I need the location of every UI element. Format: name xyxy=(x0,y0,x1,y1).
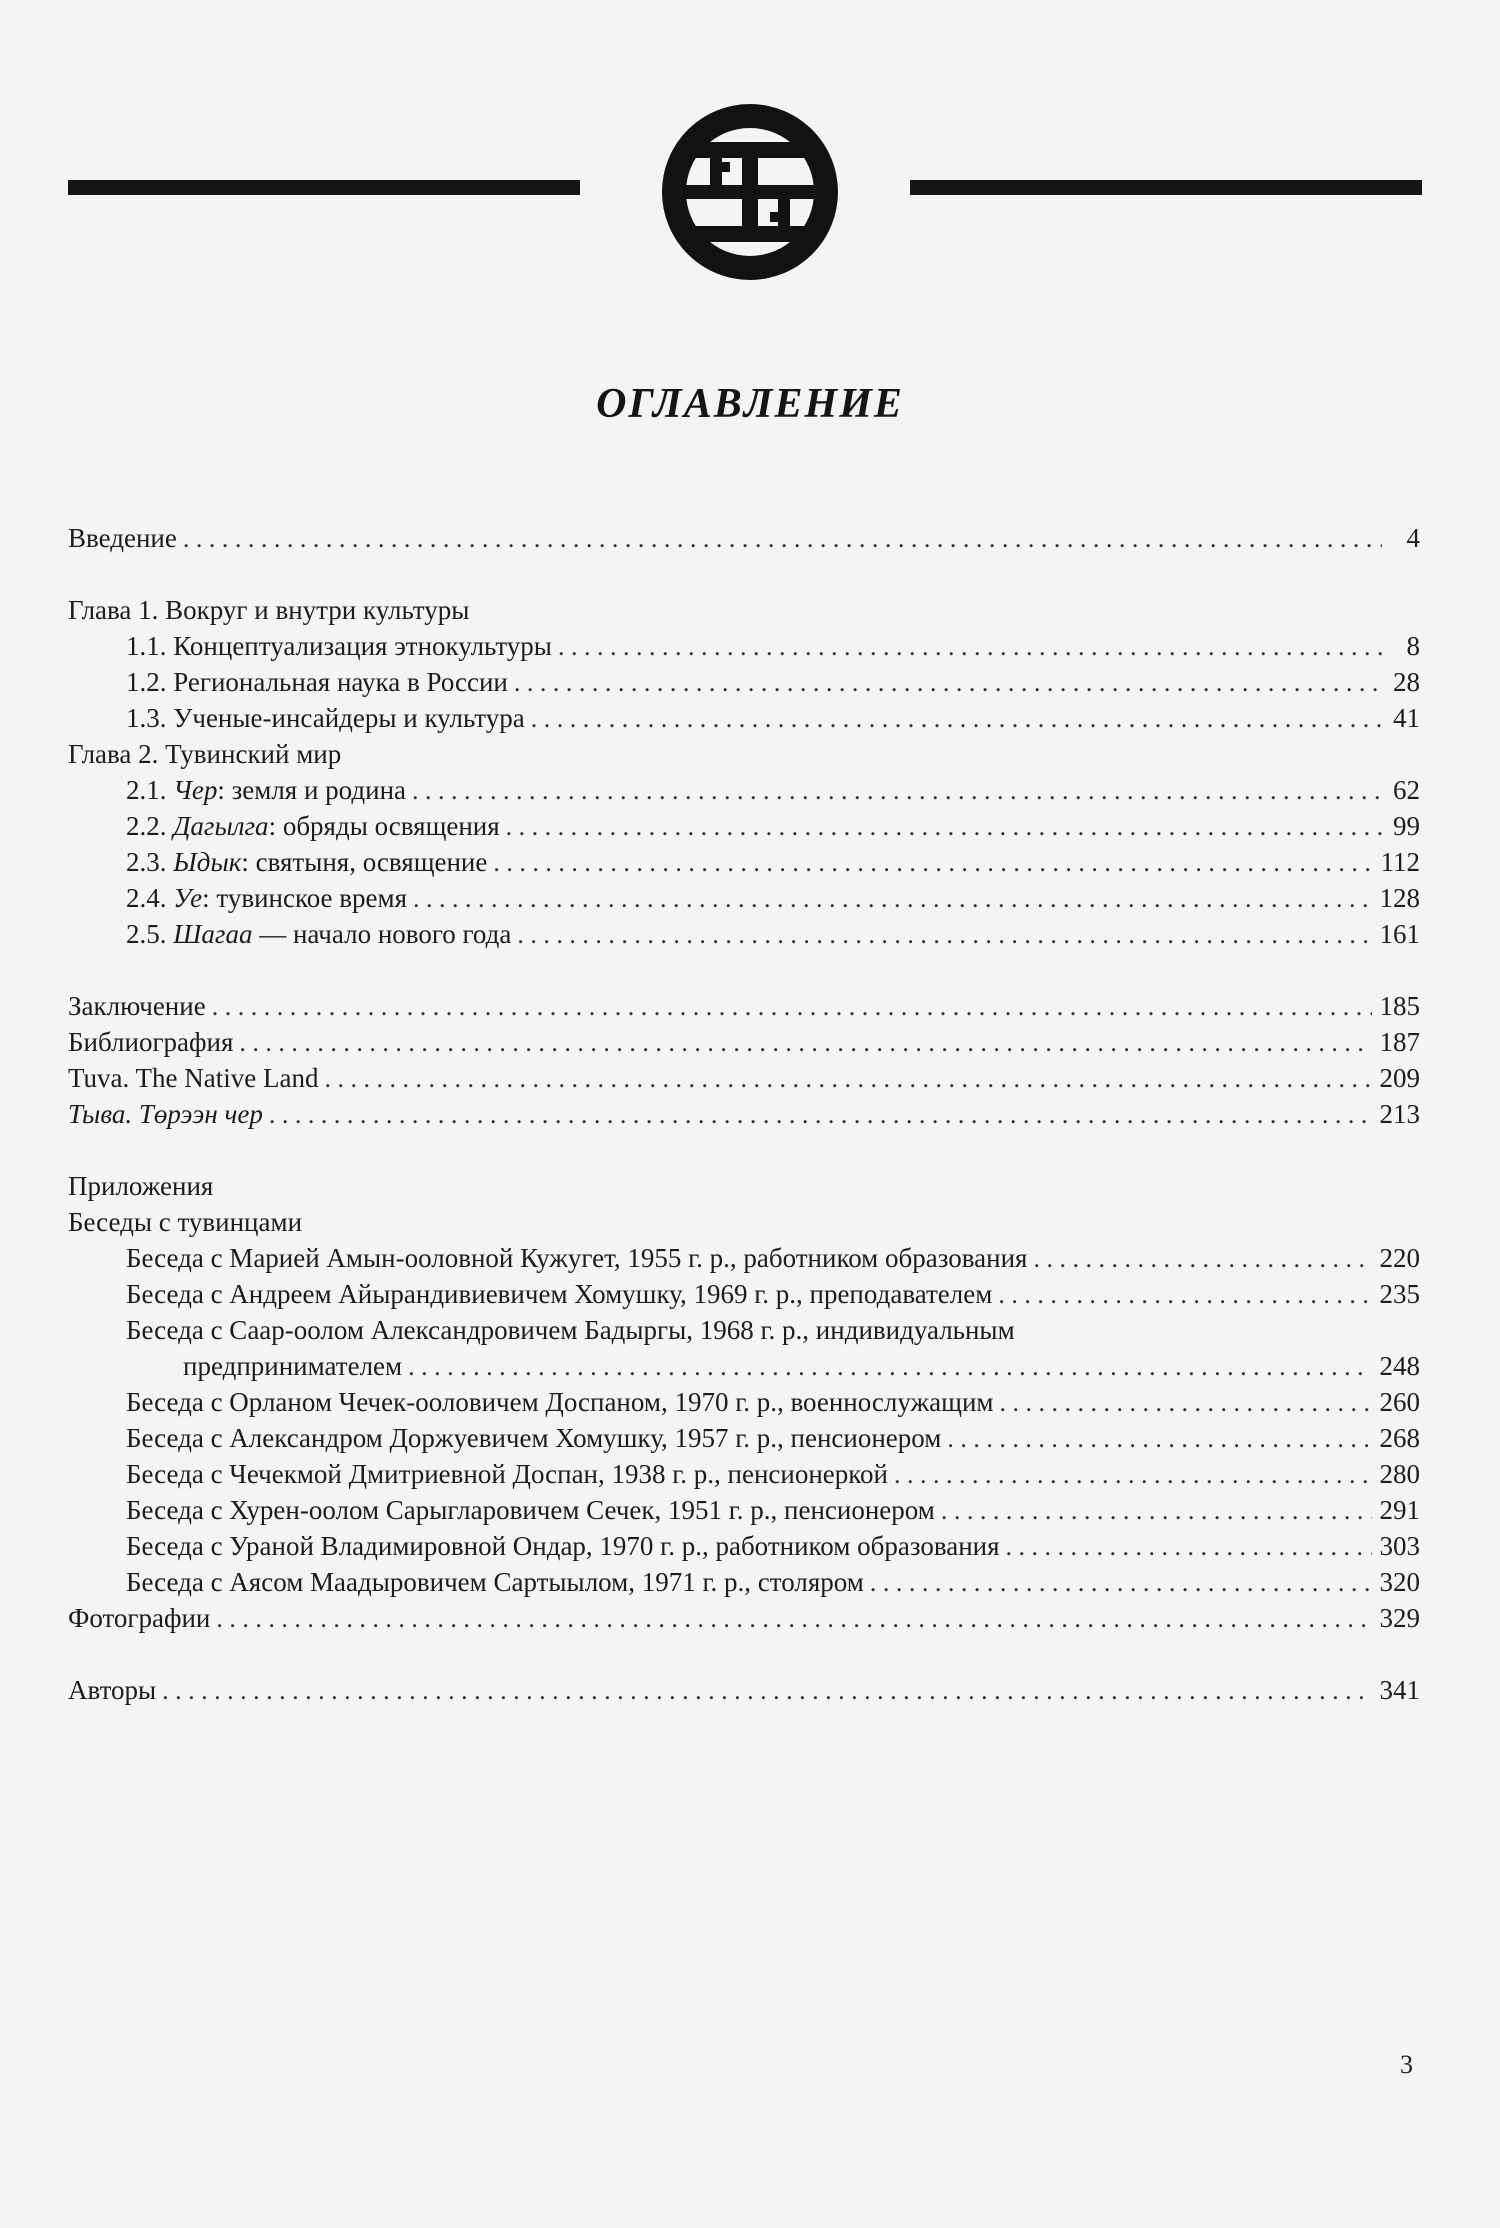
toc-entry-talk-3-line-2[interactable] xyxy=(68,1348,1420,1384)
leader-dots xyxy=(1033,1241,1371,1277)
toc-page-number: 220 xyxy=(1379,1243,1420,1273)
toc-page-number: 280 xyxy=(1379,1459,1420,1489)
toc-entry-talk-6[interactable] xyxy=(68,1456,1420,1492)
toc-label: Беседа с Саар-оолом Александровичем Бадыргы, 1968 г. р., индивидуальным xyxy=(126,1315,1015,1345)
leader-dots xyxy=(324,1061,1371,1097)
toc-label: Беседа с Андреем Айырандивиевичем Хомушку, 1969 г. р., преподавателем xyxy=(126,1279,993,1309)
toc-appendix-heading[interactable] xyxy=(68,1168,1420,1204)
page-number: 3 xyxy=(1400,2050,1413,2079)
leader-dots xyxy=(212,989,1372,1025)
toc-label: Беседа с Орланом Чечек-ооловичем Доспаном, 1970 г. р., военнослужащим xyxy=(126,1387,994,1417)
toc-entry-talk-1[interactable] xyxy=(68,1240,1420,1276)
toc-label: Беседа с Александром Доржуевичем Хомушку, 1957 г. р., пенсионером xyxy=(126,1423,942,1453)
emblem-ornament-icon xyxy=(658,100,842,284)
toc-label: Фотографии xyxy=(68,1603,211,1633)
toc-entry-talk-9[interactable] xyxy=(68,1564,1420,1600)
spacer xyxy=(68,952,1420,988)
toc-entry-conclusion[interactable] xyxy=(68,988,1420,1024)
toc-entry-talk-3-line-1[interactable] xyxy=(68,1312,1420,1348)
toc-page-number: 320 xyxy=(1379,1567,1420,1597)
toc-entry-talk-7[interactable] xyxy=(68,1492,1420,1528)
toc-entry-2-3[interactable] xyxy=(68,844,1420,880)
tuvan-term: Ыдык xyxy=(173,847,242,877)
toc-entry-tuva-english[interactable] xyxy=(68,1060,1420,1096)
toc-page-number: 341 xyxy=(1379,1675,1420,1705)
toc-entry-talk-2[interactable] xyxy=(68,1276,1420,1312)
toc-page-number: 99 xyxy=(1393,811,1420,841)
leader-dots xyxy=(1000,1385,1372,1421)
toc-entry-1-2[interactable] xyxy=(68,664,1420,700)
toc-label: Авторы xyxy=(68,1675,157,1705)
toc-label: 1.1. Концептуализация этнокультуры xyxy=(126,631,552,661)
toc-page-number: 128 xyxy=(1379,883,1420,913)
toc-entry-photos[interactable] xyxy=(68,1600,1420,1636)
toc-page-number: 62 xyxy=(1393,775,1420,805)
toc-label: Библиография xyxy=(68,1027,234,1057)
toc-label: Беседа с Чечекмой Дмитриевной Доспан, 1938 г. р., пенсионеркой xyxy=(126,1459,888,1489)
leader-dots xyxy=(269,1097,1372,1133)
toc-page-number: 8 xyxy=(1406,631,1420,661)
toc-entry-talk-5[interactable] xyxy=(68,1420,1420,1456)
tuvan-term: Дагылга xyxy=(173,811,269,841)
toc-page-number: 213 xyxy=(1379,1099,1420,1129)
toc-label xyxy=(126,808,500,844)
toc-label: Беседа с Марией Амын-ооловной Кужугет, 1955 г. р., работником образования xyxy=(126,1243,1028,1273)
toc-page-number: 161 xyxy=(1379,919,1420,949)
section-number: 2.5. xyxy=(126,919,167,949)
toc-label: Введение xyxy=(68,523,177,553)
leader-dots xyxy=(216,1601,1371,1637)
toc-page-number: 112 xyxy=(1380,847,1420,877)
leader-dots xyxy=(531,701,1382,737)
toc-label: Tuva. The Native Land xyxy=(68,1063,319,1093)
section-title: : обряды освящения xyxy=(268,811,500,841)
section-title: — начало нового года xyxy=(252,919,512,949)
leader-dots xyxy=(412,773,1382,809)
tuvan-term: Чер xyxy=(173,775,218,805)
toc-entry-2-1[interactable] xyxy=(68,772,1420,808)
toc-label: Глава 2. Тувинский мир xyxy=(68,739,342,769)
toc-label: предпринимателем xyxy=(183,1351,403,1381)
toc-label xyxy=(126,916,511,952)
section-title: : тувинское время xyxy=(202,883,408,913)
leader-dots xyxy=(894,1457,1372,1493)
leader-dots xyxy=(870,1565,1372,1601)
toc-page-number: 187 xyxy=(1379,1027,1420,1057)
toc-page-number: 4 xyxy=(1406,523,1420,553)
leader-dots xyxy=(998,1277,1371,1313)
toc-label xyxy=(126,772,406,808)
leader-dots xyxy=(183,521,1382,557)
section-title: : святыня, освящение xyxy=(241,847,488,877)
leader-dots xyxy=(408,1349,1371,1385)
toc-page-number: 248 xyxy=(1379,1351,1420,1381)
spacer xyxy=(68,1636,1420,1672)
toc-label xyxy=(126,844,487,880)
leader-dots xyxy=(1006,1529,1372,1565)
leader-dots xyxy=(947,1421,1371,1457)
spacer xyxy=(68,556,1420,592)
toc-page-number: 260 xyxy=(1379,1387,1420,1417)
header-rule-right xyxy=(910,180,1422,195)
tuvan-term: Шагаа xyxy=(173,919,253,949)
toc-talks-heading[interactable] xyxy=(68,1204,1420,1240)
toc-chapter-heading[interactable] xyxy=(68,592,1420,628)
toc-entry-2-4[interactable] xyxy=(68,880,1420,916)
toc-label: Беседа с Ураной Владимировной Ондар, 1970 г. р., работником образования xyxy=(126,1531,1000,1561)
toc-entry-intro[interactable] xyxy=(68,520,1420,556)
toc-label: 1.2. Региональная наука в России xyxy=(126,667,508,697)
leader-dots xyxy=(413,881,1371,917)
toc-label: Заключение xyxy=(68,991,206,1021)
toc-label: 1.3. Ученые-инсайдеры и культура xyxy=(126,703,525,733)
toc-page-number: 185 xyxy=(1379,991,1420,1021)
section-number: 2.3. xyxy=(126,847,167,877)
toc-entry-2-2[interactable] xyxy=(68,808,1420,844)
section-number: 2.2. xyxy=(126,811,167,841)
section-number: 2.1. xyxy=(126,775,167,805)
leader-dots xyxy=(514,665,1382,701)
leader-dots xyxy=(517,917,1371,953)
toc-entry-bibliography[interactable] xyxy=(68,1024,1420,1060)
toc-label: Беседа с Аясом Маадыровичем Сартыылом, 1971 г. р., столяром xyxy=(126,1567,864,1597)
section-number: 2.4. xyxy=(126,883,167,913)
leader-dots xyxy=(506,809,1382,845)
toc-entry-talk-4[interactable] xyxy=(68,1384,1420,1420)
toc-entry-talk-8[interactable] xyxy=(68,1528,1420,1564)
table-of-contents xyxy=(68,520,1420,1708)
toc-label: Беседы с тувинцами xyxy=(68,1207,303,1237)
toc-label xyxy=(126,880,407,916)
tuvan-term: Уе xyxy=(173,883,203,913)
toc-page-number: 41 xyxy=(1393,703,1420,733)
toc-page-number: 291 xyxy=(1379,1495,1420,1525)
toc-page-number: 303 xyxy=(1379,1531,1420,1561)
toc-page-number: 28 xyxy=(1393,667,1420,697)
toc-page-number: 329 xyxy=(1379,1603,1420,1633)
toc-page-number: 235 xyxy=(1379,1279,1420,1309)
toc-entry-authors[interactable] xyxy=(68,1672,1420,1708)
toc-label: Приложения xyxy=(68,1171,214,1201)
toc-label: Глава 1. Вокруг и внутри культуры xyxy=(68,595,470,625)
toc-chapter-heading[interactable] xyxy=(68,736,1420,772)
toc-page-number: 268 xyxy=(1379,1423,1420,1453)
toc-label: Беседа с Хурен-оолом Сарыглаpовичем Сечек, 1951 г. р., пенсионером xyxy=(126,1495,935,1525)
leader-dots xyxy=(239,1025,1371,1061)
toc-entry-1-3[interactable] xyxy=(68,700,1420,736)
leader-dots xyxy=(558,629,1382,665)
section-title: : земля и родина xyxy=(217,775,407,805)
header-rule-left xyxy=(68,180,580,195)
toc-entry-1-1[interactable] xyxy=(68,628,1420,664)
leader-dots xyxy=(162,1673,1371,1709)
toc-entry-tuva-tuvan[interactable] xyxy=(68,1096,1420,1132)
spacer xyxy=(68,1132,1420,1168)
leader-dots xyxy=(941,1493,1372,1529)
toc-entry-2-5[interactable] xyxy=(68,916,1420,952)
toc-label: Тыва. Төрээн чер xyxy=(68,1099,263,1129)
leader-dots xyxy=(493,845,1372,881)
page-title: ОГЛАВЛЕНИЕ xyxy=(596,381,904,427)
toc-page-number: 209 xyxy=(1379,1063,1420,1093)
